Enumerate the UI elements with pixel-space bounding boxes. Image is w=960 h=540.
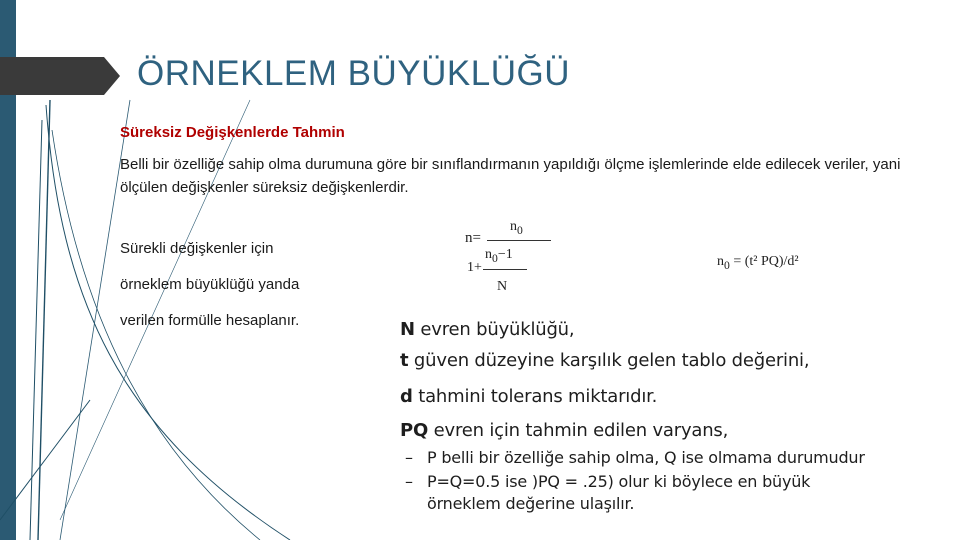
definition-t-symbol: t bbox=[400, 350, 409, 371]
formula-inner-n0: n bbox=[485, 247, 492, 262]
formula-right-n: n bbox=[717, 254, 724, 269]
slide-subtitle: Süreksiz Değişkenlerde Tahmin bbox=[120, 124, 345, 141]
definition-t bbox=[400, 350, 809, 371]
formula-n0: n bbox=[510, 219, 517, 234]
formula-right-sub: 0 bbox=[724, 258, 730, 272]
definition-n-symbol: N bbox=[400, 319, 415, 340]
definition-d bbox=[400, 386, 657, 407]
definition-sub-2-cont: örneklem değerine ulaşılır. bbox=[427, 494, 635, 513]
dash-bullet: – bbox=[405, 448, 413, 467]
formula-image bbox=[395, 207, 905, 517]
definition-pq bbox=[400, 420, 728, 441]
title-tab-shape bbox=[0, 57, 120, 95]
formula-inner-n0-sub: 0 bbox=[492, 251, 498, 265]
side-line-3: verilen formülle hesaplanır. bbox=[120, 312, 300, 329]
definition-sub-2-text: P=Q=0.5 ise )PQ = .25) olur ki böylece en büyük bbox=[427, 472, 811, 491]
definition-n bbox=[400, 319, 574, 340]
definition-sub-1 bbox=[405, 448, 865, 467]
dash-bullet: – bbox=[405, 472, 413, 491]
definition-t-text: güven düzeyine karşılık gelen tablo değerini, bbox=[408, 350, 810, 371]
formula-inner-fraction-bar bbox=[483, 269, 527, 270]
formula-minus-one: −1 bbox=[497, 247, 513, 262]
intro-paragraph: Belli bir özelliğe sahip olma durumuna göre bir sınıflandırmanın yapıldığı ölçme işlemlerinde elde edilecek veriler, yani ölçülen değişkenler süreksiz değişkenlerdir. bbox=[120, 156, 901, 196]
definition-sub-2 bbox=[405, 472, 810, 491]
side-text bbox=[120, 240, 390, 348]
side-line-1: Sürekli değişkenler için bbox=[120, 240, 274, 257]
formula-right bbox=[717, 254, 799, 272]
definition-pq-text: evren için tahmin edilen varyans, bbox=[428, 420, 729, 441]
definition-d-symbol: d bbox=[400, 386, 413, 407]
formula-right-rest: = (t² PQ)/d² bbox=[729, 254, 799, 269]
formula-main-fraction-bar bbox=[487, 240, 551, 241]
slide-title: ÖRNEKLEM BÜYÜKLÜĞÜ bbox=[137, 54, 570, 93]
definition-n-text: evren büyüklüğü, bbox=[414, 319, 575, 340]
definition-pq-symbol: PQ bbox=[400, 420, 429, 441]
formula-n0-sub: 0 bbox=[517, 223, 523, 237]
formula-one-plus: 1+ bbox=[467, 260, 482, 275]
definition-d-text: tahmini tolerans miktarıdır. bbox=[412, 386, 658, 407]
formula-n-equals: n= bbox=[465, 230, 481, 246]
definition-sub-1-text: P belli bir özelliğe sahip olma, Q ise olmama durumudur bbox=[427, 448, 865, 467]
formula-big-n: N bbox=[497, 279, 508, 294]
formula-numerator bbox=[510, 219, 523, 237]
formula-inner-numerator bbox=[485, 247, 513, 265]
side-line-2: örneklem büyüklüğü yanda bbox=[120, 276, 300, 293]
